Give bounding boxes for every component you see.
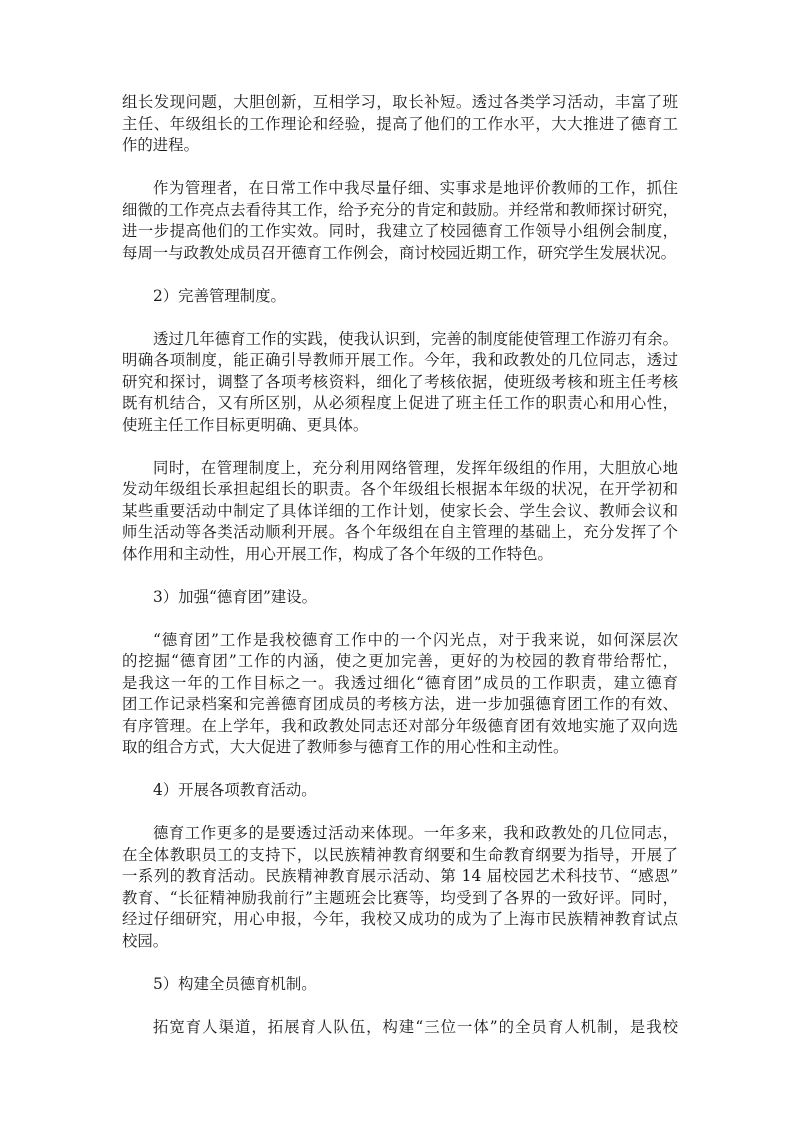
text-line: 组长发现问题，大胆创新，互相学习，取长补短。透过各类学习活动，丰富了班 <box>122 93 678 111</box>
text-line: “德育团”工作是我校德育工作中的一个闪光点，对于我来说，如何深层次 <box>153 630 678 649</box>
text-line: 既有机结合，又有所区别，从必须程度上促进了班主任工作的职责心和用心性， <box>122 394 678 412</box>
text-line: 3）加强“德育团”建设。 <box>153 587 318 606</box>
text-line: 进一步提高他们的工作实效。同时，我建立了校园德育工作领导小组例会制度， <box>122 222 678 240</box>
body-paragraph <box>122 178 678 264</box>
document-page <box>122 92 678 1060</box>
text-line: 作为管理者，在日常工作中我尽量仔细、实事求是地评价教师的工作，抓住 <box>153 179 678 197</box>
text-line: 同时，在管理制度上，充分利用网络管理，发挥年级组的作用，大胆放心地 <box>153 458 678 477</box>
text-line: 教育、“长征精神励我前行”主题班会比赛等，均受到了各界的一致好评。同时， <box>122 888 678 907</box>
text-line: 有序管理。在上学年，我和政教处同志还对部分年级德育团有效地实施了双向选 <box>122 716 678 735</box>
body-paragraph <box>122 92 678 157</box>
text-line: 明确各项制度，能正确引导教师开展工作。今年，我和政教处的几位同志，透过 <box>122 351 678 369</box>
text-line: 每周一与政教处成员召开德育工作例会，商讨校园近期工作，研究学生发展状况。 <box>122 243 677 262</box>
section-heading <box>122 286 678 308</box>
section-heading <box>122 780 678 802</box>
text-line: 德育工作更多的是要透过活动来体现。一年多来，我和政教处的几位同志， <box>153 824 678 842</box>
text-line: 5）构建全员德育机制。 <box>153 974 317 993</box>
text-line: 主任、年级组长的工作理论和经验，提高了他们的工作水平，大大推进了德育工 <box>122 114 678 133</box>
section-heading <box>122 587 678 609</box>
text-line: 作的进程。 <box>122 136 199 154</box>
text-line: 经过仔细研究，用心申报，今年，我校又成功的成为了上海市民族精神教育试点 <box>122 910 678 928</box>
text-line: 团工作记录档案和完善德育团成员的考核方法，进一步加强德育团工作的有效、 <box>122 695 678 713</box>
text-line: 取的组合方式，大大促进了教师参与德育工作的用心性和主动性。 <box>122 738 569 756</box>
text-line: 发动年级组长承担起组长的职责。各个年级组长根据本年级的状况，在开学初和 <box>122 480 678 498</box>
text-line: 细微的工作亮点去看待其工作，给予充分的肯定和鼓励。并经常和教师探讨研究， <box>122 200 678 219</box>
text-line: 在全体教职员工的支持下，以民族精神教育纲要和生命教育纲要为指导，开展了 <box>122 845 678 864</box>
body-paragraph <box>122 630 678 759</box>
text-line: 2）完善管理制度。 <box>153 286 286 305</box>
body-paragraph <box>122 823 678 952</box>
text-line: 某些重要活动中制定了具体详细的工作计划，使家长会、学生会议、教师会议和 <box>122 501 678 520</box>
text-line: 校园。 <box>122 931 169 950</box>
text-line: 研究和探讨，调整了各项考核资料，细化了考核依据，使班级考核和班主任考核 <box>122 372 678 391</box>
text-line: 拓宽育人渠道，拓展育人队伍，构建“三位一体”的全员育人机制，是我校 <box>153 1017 678 1036</box>
body-paragraph <box>122 1017 678 1039</box>
text-line: 使班主任工作目标更明确、更具体。 <box>122 415 369 434</box>
text-line: 是我这一年的工作目标之一。我透过细化“德育团”成员的工作职责，建立德育 <box>122 673 678 692</box>
section-heading <box>122 974 678 996</box>
text-line: 一系列的教育活动。民族精神教育展示活动、第 14 届校园艺术科技节、“感恩” <box>122 867 678 885</box>
text-line: 体作用和主动性，用心开展工作，构成了各个年级的工作特色。 <box>122 544 553 563</box>
body-paragraph <box>122 458 678 566</box>
text-line: 师生活动等各类活动顺利开展。各个年级组在自主管理的基础上，充分发挥了个 <box>122 523 678 541</box>
text-line: 的挖掘“德育团”工作的内涵，使之更加完善，更好的为校园的教育带给帮忙， <box>122 652 678 670</box>
text-line: 透过几年德育工作的实践，使我认识到，完善的制度能使管理工作游刃有余。 <box>153 329 678 348</box>
text-line: 4）开展各项教育活动。 <box>153 781 317 799</box>
body-paragraph <box>122 329 678 437</box>
